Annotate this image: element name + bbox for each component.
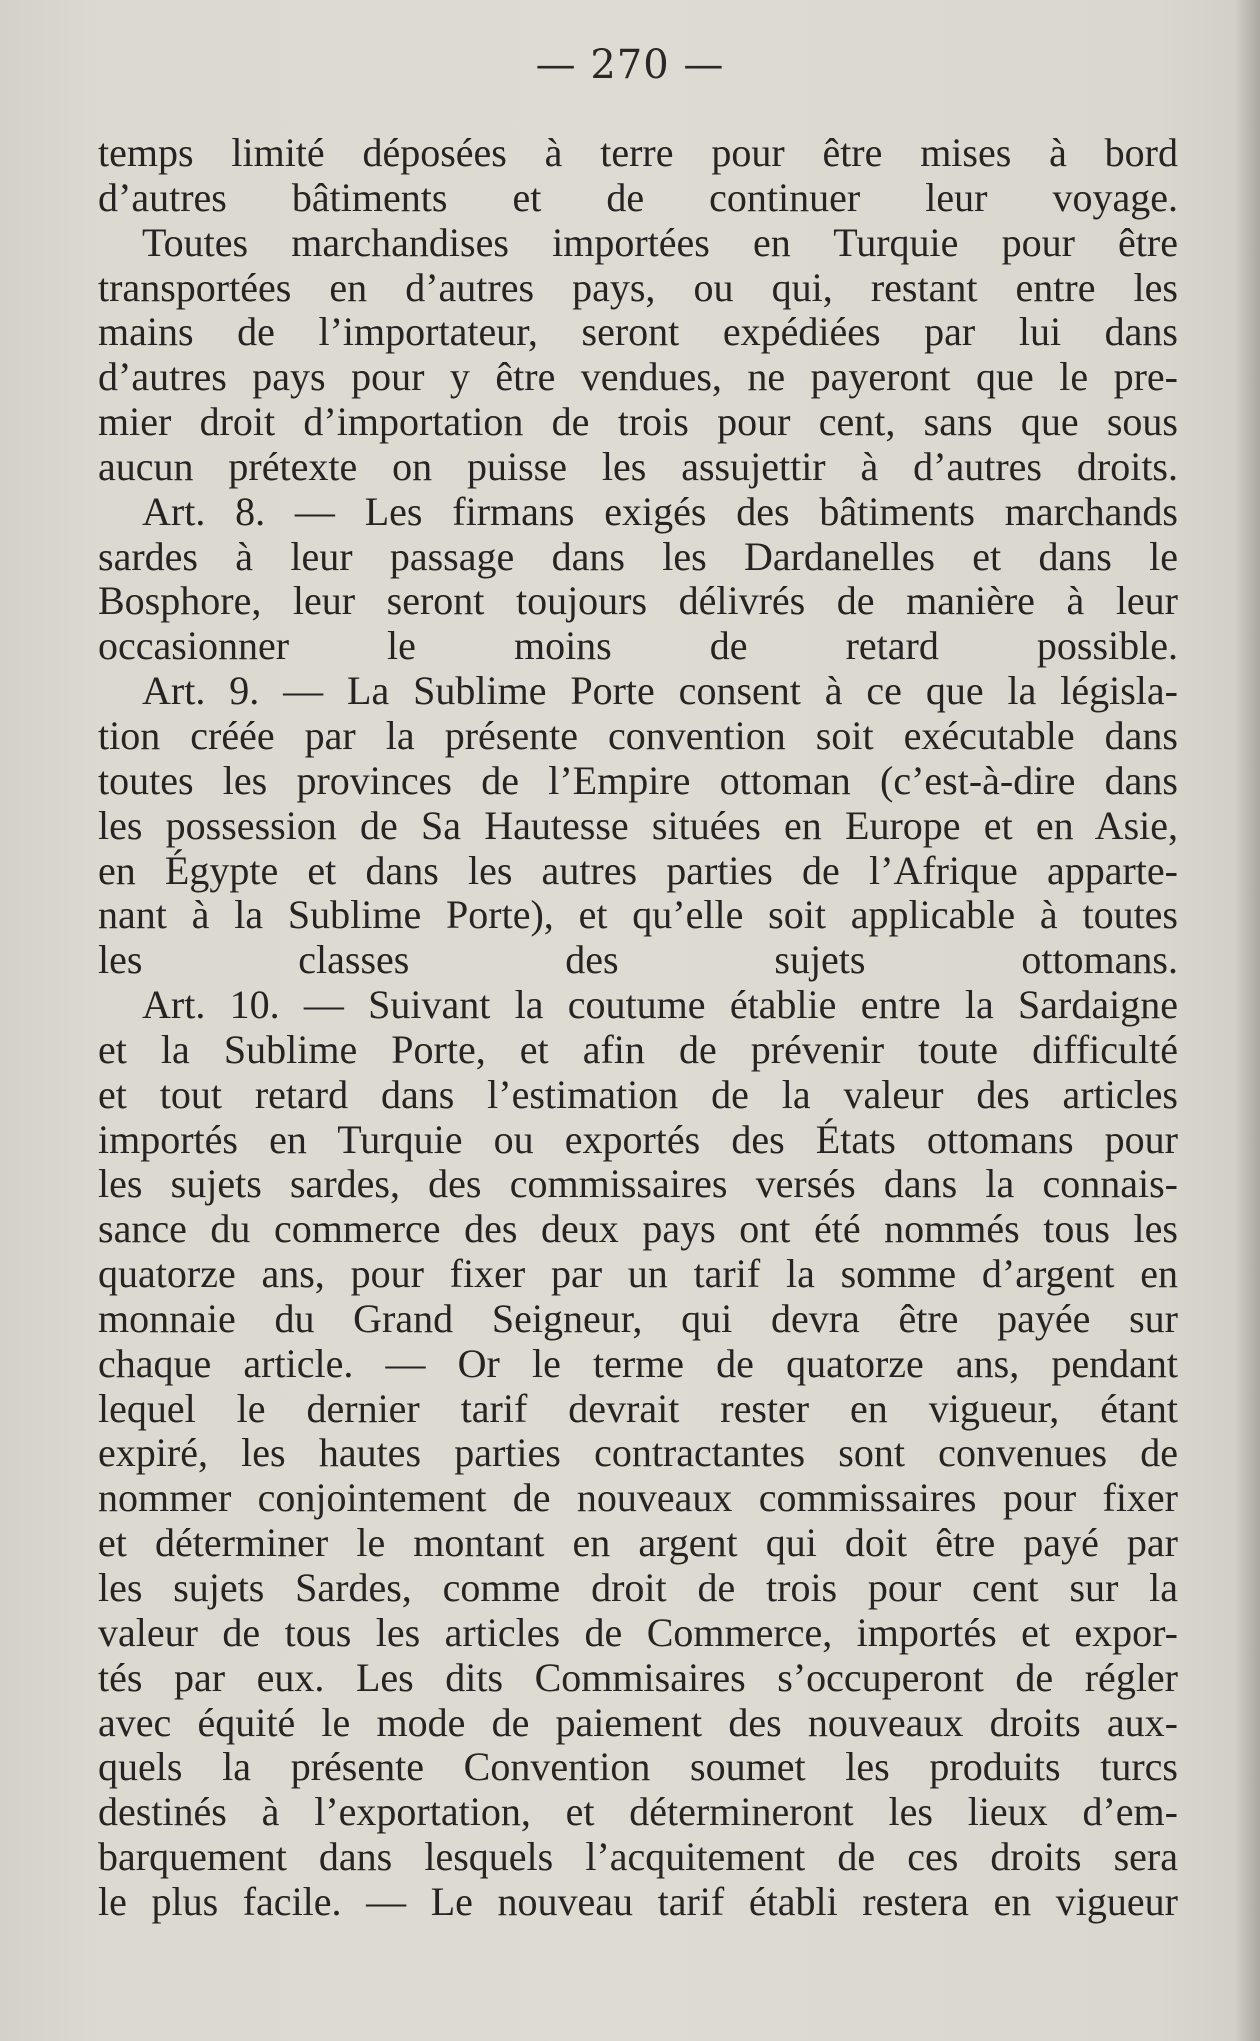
text-line — [98, 579, 1178, 624]
text-line-content: chaque article. — Or le terme de quatorze ans, pendant — [98, 1340, 1178, 1386]
text-line-content: Toutes marchandises importées en Turquie pour être — [142, 219, 1178, 265]
text-line — [98, 849, 1178, 894]
text-line — [98, 310, 1178, 355]
text-line — [98, 1387, 1178, 1432]
text-line-content: sardes à leur passage dans les Dardanelles et dans le — [98, 533, 1178, 579]
text-line-content: occasionner le moins de retard possible. — [98, 623, 1178, 669]
text-line — [98, 221, 1178, 266]
text-line — [98, 1118, 1178, 1163]
text-line — [98, 1073, 1178, 1118]
text-line — [98, 1701, 1178, 1746]
text-line — [98, 1476, 1178, 1521]
text-line — [98, 535, 1178, 580]
text-line — [98, 1342, 1178, 1387]
text-line-content: mier droit d’importation de trois pour cent, sans que sous — [98, 399, 1178, 445]
text-line-content: Art. 8. — Les firmans exigés des bâtiments marchands — [142, 488, 1178, 534]
text-line — [98, 176, 1178, 221]
text-line-content: monnaie du Grand Seigneur, qui devra être payée sur — [98, 1295, 1178, 1341]
text-line — [98, 983, 1178, 1028]
text-line-content: les sujets Sardes, comme droit de trois pour cent sur la — [98, 1565, 1178, 1610]
text-line — [98, 1835, 1178, 1880]
text-line-content: transportées en d’autres pays, ou qui, restant entre les — [98, 264, 1178, 310]
text-line-content: lequel le dernier tarif devrait rester en vigueur, étant — [98, 1385, 1178, 1431]
text-line — [98, 669, 1178, 714]
text-line — [98, 804, 1178, 849]
text-line-content: Bosphore, leur seront toujours délivrés de manière à leur — [98, 578, 1178, 624]
text-line — [98, 400, 1178, 445]
text-line-content: d’autres bâtiments et de continuer leur voyage. — [98, 174, 1178, 220]
text-line — [98, 445, 1178, 490]
text-line-content: les possession de Sa Hautesse situées en Europe et en Asie, — [98, 802, 1178, 848]
text-line — [98, 714, 1178, 759]
text-line — [98, 1207, 1178, 1252]
text-line-content: quatorze ans, pour fixer par un tarif la somme d’argent en — [98, 1251, 1178, 1297]
text-line-content: tés par eux. Les dits Commisaires s’occuperont de régler — [98, 1654, 1178, 1700]
page-number: — 270 — — [535, 42, 725, 88]
text-line — [98, 1656, 1178, 1701]
text-line-content: les sujets sardes, des commissaires versés dans la connais- — [98, 1161, 1178, 1207]
text-line-content: le plus facile. — Le nouveau tarif établi restera en vigueur — [98, 1878, 1178, 1924]
text-line — [98, 490, 1178, 535]
text-line — [98, 131, 1178, 176]
text-line — [98, 1521, 1178, 1566]
text-line — [98, 1880, 1178, 1925]
text-line — [98, 759, 1178, 804]
text-line-content: quels la présente Convention soumet les produits turcs — [98, 1744, 1178, 1790]
text-line — [98, 1611, 1178, 1656]
text-line — [98, 1790, 1178, 1835]
text-line — [98, 1162, 1178, 1207]
text-line — [98, 1431, 1178, 1476]
text-line-content: aucun prétexte on puisse les assujettir à d’autres droits. — [98, 443, 1178, 489]
text-line-content: avec équité le mode de paiement des nouveaux droits aux- — [98, 1699, 1178, 1745]
text-line-content: importés en Turquie ou exportés des États ottomans pour — [98, 1116, 1178, 1162]
text-line — [98, 355, 1178, 400]
page-edge-shadow — [1234, 0, 1260, 2041]
text-line — [98, 624, 1178, 669]
text-line — [98, 266, 1178, 311]
text-line-content: expiré, les hautes parties contractantes sont convenues de — [98, 1430, 1178, 1476]
text-line-content: et tout retard dans l’estimation de la valeur des articles — [98, 1071, 1178, 1117]
text-line-content: tion créée par la présente convention soit exécutable dans — [98, 712, 1178, 758]
text-line-content: Art. 10. — Suivant la coutume établie entre la Sardaigne — [142, 982, 1178, 1028]
text-line — [98, 1745, 1178, 1790]
text-line — [98, 1028, 1178, 1073]
text-line-content: et la Sublime Porte, et afin de prévenir toute difficulté — [98, 1026, 1178, 1072]
text-line-content: Art. 9. — La Sublime Porte consent à ce que la législa- — [142, 668, 1178, 714]
text-line-content: destinés à l’exportation, et détermineront les lieux d’em- — [98, 1789, 1178, 1835]
text-line — [98, 1252, 1178, 1297]
text-line-content: d’autres pays pour y être vendues, ne payeront que le pre- — [98, 354, 1178, 400]
text-line-content: nant à la Sublime Porte), et qu’elle soit applicable à toutes — [98, 892, 1178, 938]
text-line — [98, 893, 1178, 938]
text-line-content: temps limité déposées à terre pour être mises à bord — [98, 130, 1178, 175]
text-line-content: toutes les provinces de l’Empire ottoman (c’est-à-dire dans — [98, 757, 1178, 803]
text-line — [98, 1297, 1178, 1342]
text-line-content: en Égypte et dans les autres parties de l’Afrique apparte- — [98, 847, 1178, 893]
text-line-content: et déterminer le montant en argent qui doit être payé par — [98, 1520, 1178, 1566]
text-line-content: barquement dans lesquels l’acquitement de ces droits sera — [98, 1834, 1178, 1880]
text-line — [98, 1566, 1178, 1611]
text-line-content: mains de l’importateur, seront expédiées par lui dans — [98, 309, 1178, 355]
text-line-content: sance du commerce des deux pays ont été nommés tous les — [98, 1206, 1178, 1252]
text-line — [98, 938, 1178, 983]
text-line-content: valeur de tous les articles de Commerce, importés et expor- — [98, 1609, 1178, 1655]
body-text — [98, 131, 1178, 1925]
text-line-content: les classes des sujets ottomans. — [98, 937, 1178, 983]
text-line-content: nommer conjointement de nouveaux commissaires pour fixer — [98, 1475, 1178, 1521]
